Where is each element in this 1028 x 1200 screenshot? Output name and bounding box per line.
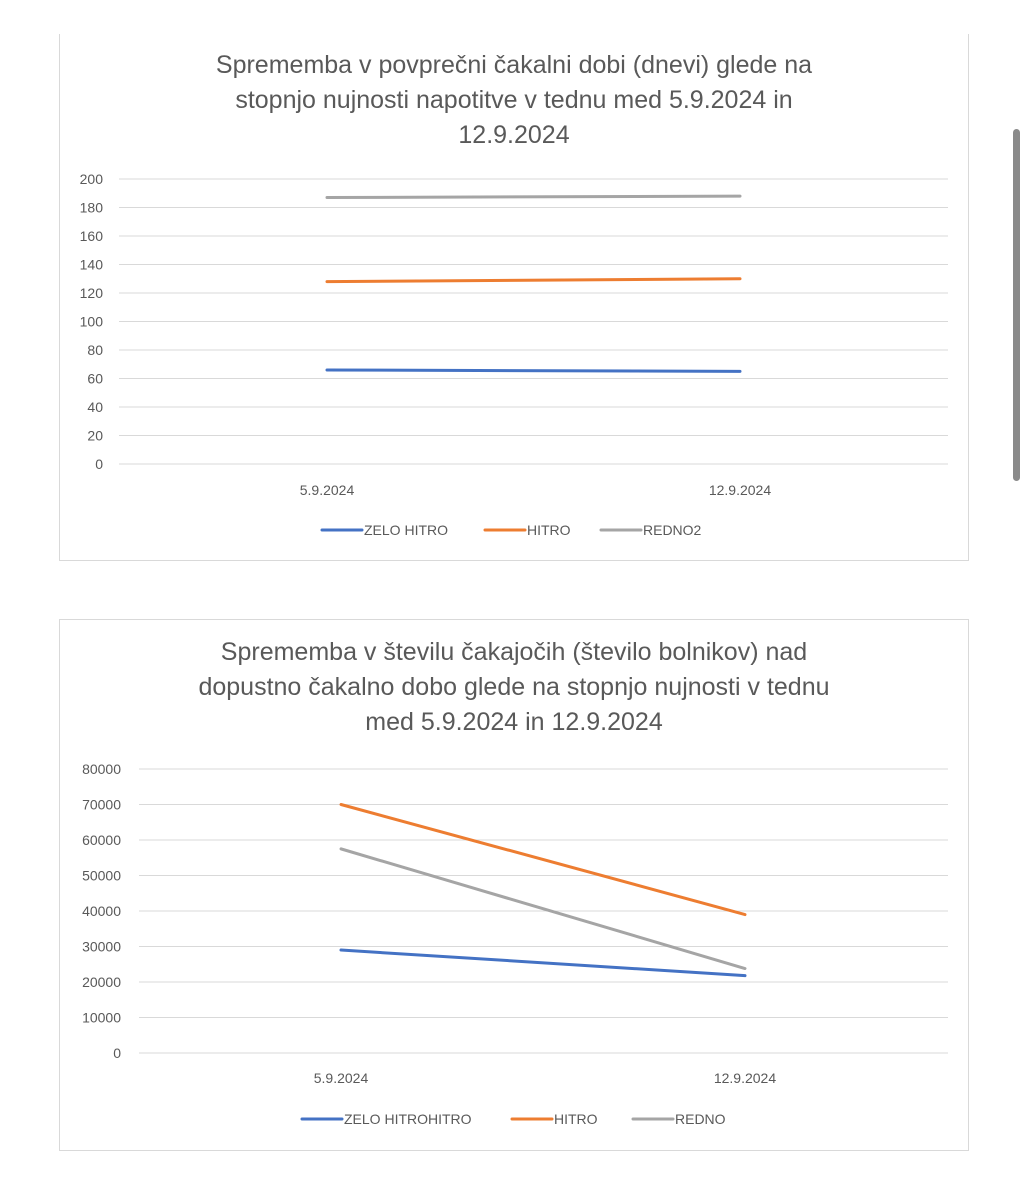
y-tick-label: 0 xyxy=(113,1045,121,1061)
page-scrollbar[interactable] xyxy=(1013,129,1020,481)
line-chart-patients-waiting xyxy=(60,620,970,1152)
y-tick-label: 60000 xyxy=(82,832,121,848)
y-tick-label: 0 xyxy=(95,456,103,472)
chart-title-line: Sprememba v številu čakajočih (število bolnikov) nad xyxy=(220,638,808,666)
series-line xyxy=(327,370,740,371)
chart-card-waiting-time xyxy=(59,34,969,561)
y-tick-label: 60 xyxy=(87,370,103,387)
line-chart-waiting-time xyxy=(60,34,970,561)
legend-label: HITRO xyxy=(527,522,571,538)
series-line xyxy=(327,196,740,197)
y-tick-label: 40000 xyxy=(82,903,121,919)
y-tick-label: 80 xyxy=(87,342,103,358)
y-tick-label: 20000 xyxy=(82,974,121,990)
legend-label: REDNO xyxy=(675,1111,726,1127)
y-tick-label: 200 xyxy=(79,171,103,187)
chart-card-patients-waiting xyxy=(59,619,969,1151)
y-tick-label: 50000 xyxy=(82,867,121,884)
chart-title-line: med 5.9.2024 in 12.9.2024 xyxy=(365,708,663,736)
x-tick-label: 12.9.2024 xyxy=(713,1070,777,1086)
chart-title-line: stopnjo nujnosti napotitve v tednu med 5.9.2024 in xyxy=(235,86,793,114)
x-tick-label: 5.9.2024 xyxy=(299,482,355,498)
y-tick-label: 10000 xyxy=(82,1009,121,1026)
series-line xyxy=(341,805,745,915)
y-tick-label: 100 xyxy=(79,313,103,330)
y-tick-label: 160 xyxy=(79,228,103,244)
chart-title-line: 12.9.2024 xyxy=(458,121,570,149)
legend-label: ZELO HITRO xyxy=(364,522,449,538)
chart-title-line: Sprememba v povprečni čakalni dobi (dnevi) glede na xyxy=(215,51,813,79)
y-tick-label: 70000 xyxy=(82,796,121,813)
x-tick-label: 12.9.2024 xyxy=(708,482,772,498)
x-tick-label: 5.9.2024 xyxy=(313,1070,369,1086)
legend-label: ZELO HITROHITRO xyxy=(344,1111,472,1127)
y-tick-label: 40 xyxy=(87,399,103,415)
y-tick-label: 120 xyxy=(79,285,103,301)
series-line xyxy=(341,950,745,976)
series-line xyxy=(341,849,745,969)
legend-label: REDNO2 xyxy=(643,522,702,538)
chart-title-line: dopustno čakalno dobo glede na stopnjo nujnosti v tednu xyxy=(198,673,830,701)
y-tick-label: 180 xyxy=(79,199,103,216)
series-line xyxy=(327,279,740,282)
y-tick-label: 140 xyxy=(79,256,103,273)
legend-label: HITRO xyxy=(554,1111,598,1127)
y-tick-label: 30000 xyxy=(82,938,121,955)
y-tick-label: 20 xyxy=(87,427,103,444)
y-tick-label: 80000 xyxy=(82,761,121,777)
